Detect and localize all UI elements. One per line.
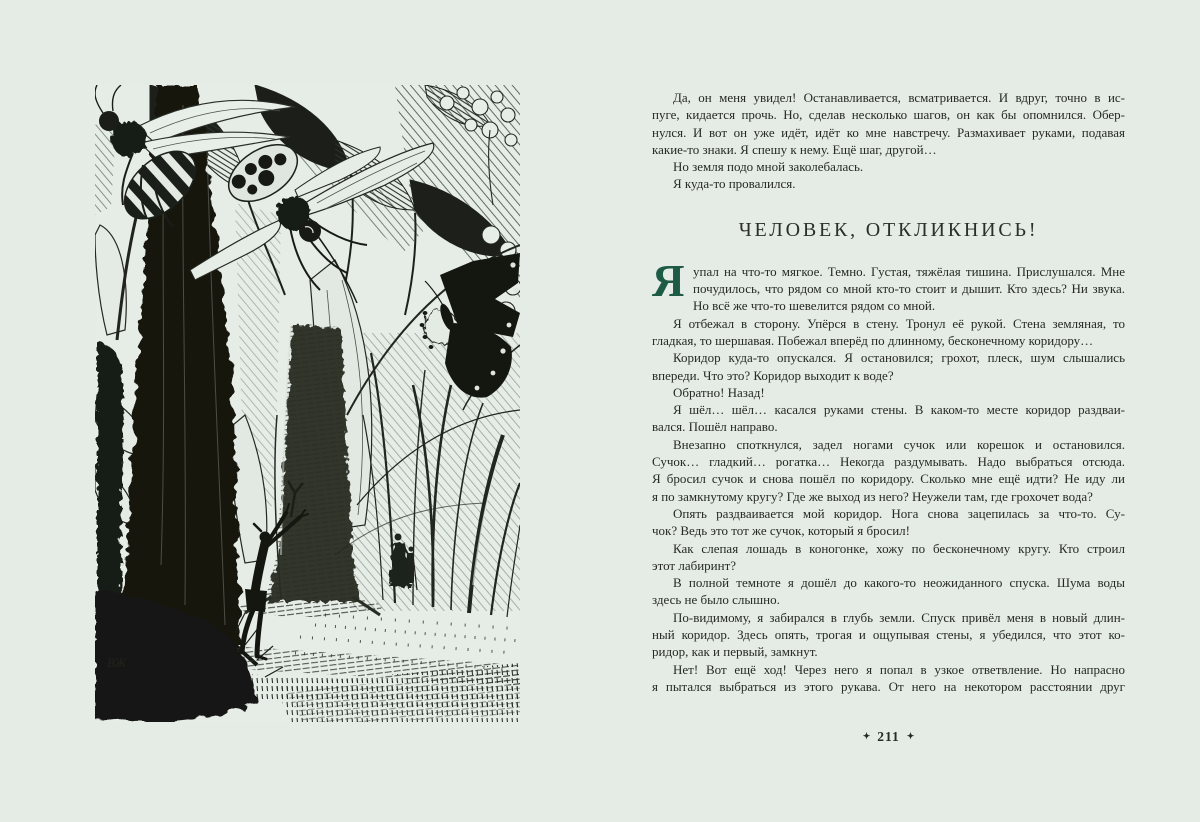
text-line: Но земля подо мной заколебалась. bbox=[673, 159, 864, 175]
text-line: Я бросил сучок и снова пошёл по коридору. Сколько мне ещё идти? Не иду ли bbox=[652, 471, 1125, 487]
page-ornament-left: ✦ bbox=[862, 731, 871, 741]
paragraph bbox=[652, 349, 1125, 384]
text-line: Опять раздваивается мой коридор. Нога снова зацепилась за что-то. Су- bbox=[673, 505, 1125, 521]
paragraph bbox=[652, 609, 1125, 661]
paragraph bbox=[652, 505, 1125, 540]
text-line: В полной темноте я дошёл до какого-то неожиданного спуска. Шума воды bbox=[673, 575, 1125, 591]
dropcap-paragraph bbox=[652, 255, 1125, 315]
text-line: Но всё же что-то шевелится рядом со мной. bbox=[693, 298, 936, 314]
page-number-value: 211 bbox=[877, 729, 900, 744]
text-line: Сучок… гладкий… рогатка… Некогда раздумывать. Надо выбраться отсюда. bbox=[652, 454, 1125, 470]
text-line: Я шёл… шёл… касался руками стены. В каком-то месте коридор раздваи- bbox=[673, 402, 1125, 418]
paragraph bbox=[652, 574, 1125, 609]
paragraph bbox=[652, 384, 1125, 401]
paragraph bbox=[652, 158, 1125, 175]
text-line: этот лабиринт? bbox=[652, 557, 737, 573]
page-number bbox=[652, 729, 1125, 745]
text-line: упал на что-то мягкое. Темно. Густая, тяжёлая тишина. Прислушался. Мне bbox=[693, 263, 1125, 279]
paragraph bbox=[652, 661, 1125, 696]
text-line: ридор, как и первый, замкнут. bbox=[652, 644, 818, 660]
paragraph bbox=[652, 540, 1125, 575]
text-line: здесь не было слышно. bbox=[652, 592, 780, 608]
paragraph bbox=[652, 89, 1125, 158]
text-line: впереди. Что это? Коридор выходит к воде? bbox=[652, 367, 894, 383]
text-line: Да, он меня увидел! Останавливается, всматривается. И вдруг, точно в ис- bbox=[673, 90, 1125, 105]
text-line: Я куда-то провалился. bbox=[673, 176, 796, 192]
text-line: Обратно! Назад! bbox=[673, 384, 765, 400]
text-line: Внезапно споткнулся, задел ногами сучок или корешок и остановился. bbox=[673, 436, 1125, 452]
paragraph bbox=[652, 315, 1125, 350]
text-line: какие-то знаки. Я спешу к нему. Ещё шаг, другой… bbox=[652, 141, 937, 157]
text-line: почудилось, что рядом со мной кто-то стоит и дышит. Кто здесь? Ни звука. bbox=[693, 281, 1125, 297]
text-line: Я отбежал в сторону. Упёрся в стену. Тронул её рукой. Стена земляная, то bbox=[673, 315, 1125, 331]
illustration-plate bbox=[95, 85, 520, 722]
leading-paragraphs bbox=[652, 89, 1125, 193]
paragraph bbox=[652, 401, 1125, 436]
text-line: Как слепая лошадь в коногонке, хожу по бесконечному кругу. Кто строил bbox=[673, 540, 1125, 556]
text-column bbox=[652, 89, 1125, 695]
text-line: вался. Пошёл направо. bbox=[652, 419, 778, 435]
text-line: я пытался выбраться из этого рукава. От него на некотором расстоянии друг bbox=[652, 678, 1125, 694]
paragraph bbox=[652, 175, 1125, 192]
dropcap-paragraph-host bbox=[652, 255, 1125, 315]
text-line: Нет! Вот ещё ход! Через него я попал в узкое ответвление. Но напрасно bbox=[673, 661, 1125, 677]
text-line: ный коридор. Здесь опять, трогая и ощупывая стены, я убедился, что этот ко- bbox=[652, 627, 1125, 643]
artist-monogram: ВЖ bbox=[107, 655, 127, 670]
text-line: чок? Ведь это тот же сучок, который я бросил! bbox=[652, 523, 910, 539]
chapter-heading: ЧЕЛОВЕК, ОТКЛИКНИСЬ! bbox=[738, 218, 1039, 241]
page-ornament-right: ✦ bbox=[906, 731, 915, 741]
illustration-svg bbox=[95, 85, 520, 722]
text-line: я по замкнутому кругу? Где же выход из него? Неужели там, где грохочет вода? bbox=[652, 488, 1093, 504]
paragraph bbox=[652, 436, 1125, 505]
body-paragraphs bbox=[652, 315, 1125, 696]
text-line: По-видимому, я забирался в глубь земли. Спуск привёл меня в новый длин- bbox=[673, 609, 1125, 625]
text-line: гладкая, то шершавая. Побежал вперёд по длинному, бесконечному коридору… bbox=[652, 332, 1094, 348]
text-line: нулся. И вот он уже идёт, идёт ко мне навстречу. Размахивает руками, подавая bbox=[652, 124, 1125, 140]
text-line: Коридор куда-то опускался. Я остановился; грохот, плеск, шум слышались bbox=[673, 350, 1125, 366]
dropcap-letter: Я bbox=[652, 255, 685, 306]
text-line: пуге, кидается прочь. Но, сделав несколько шагов, он как бы опомнился. Обер- bbox=[652, 107, 1125, 123]
